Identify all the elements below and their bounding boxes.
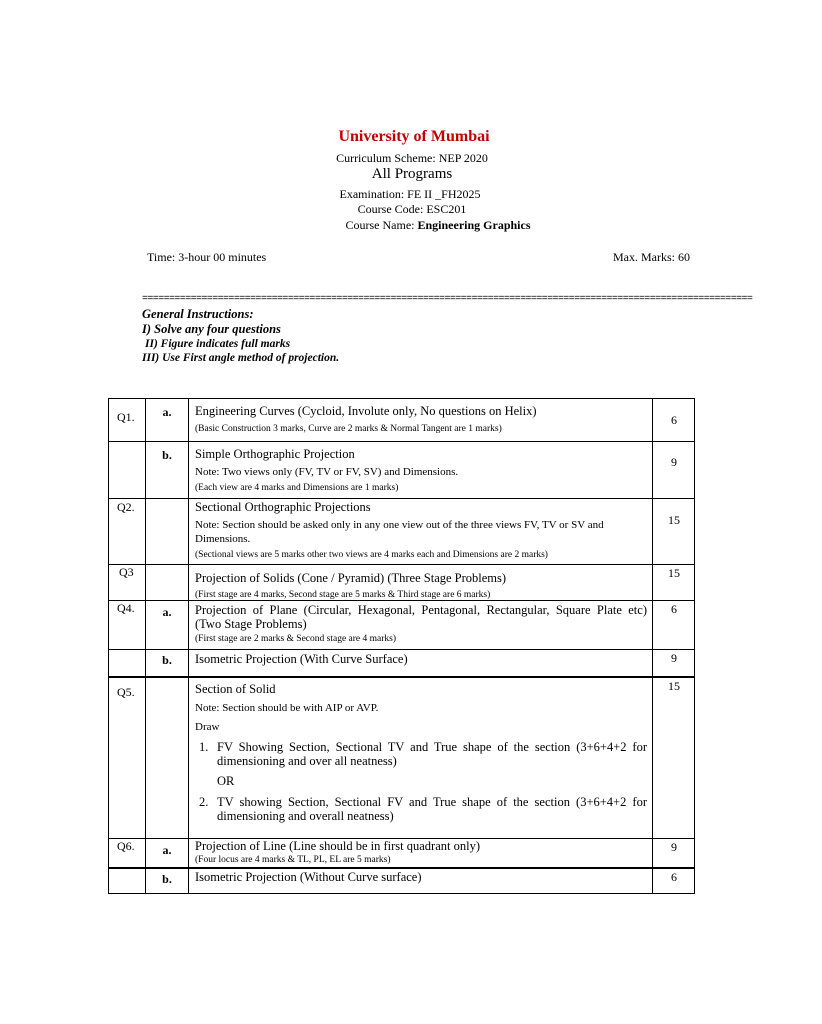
question-detail: (Sectional views are 5 marks other two views are 4 marks each and Dimensions are 2 marks) [195, 550, 548, 560]
course-name-value: Engineering Graphics [417, 218, 531, 232]
question-detail: (First stage are 4 marks, Second stage are 5 marks & Third stage are 6 marks) [195, 590, 491, 600]
question-detail: (First stage are 2 marks & Second stage are 4 marks) [195, 634, 397, 644]
question-detail: (Each view are 4 marks and Dimensions are 1 marks) [195, 483, 399, 493]
instruction-item: III) Use First angle method of projection. [142, 352, 340, 364]
question-text [195, 839, 647, 866]
question-number: Q5. [117, 685, 135, 699]
option-number: 2. [199, 795, 209, 809]
table-row [109, 838, 694, 868]
question-title: Projection of Solids (Cone / Pyramid) (Three Stage Problems) [195, 571, 507, 585]
marks: 6 [671, 602, 677, 616]
question-title: Sectional Orthographic Projections [195, 500, 371, 514]
course-name [54, 218, 822, 232]
marks: 9 [671, 840, 677, 854]
question-title: Projection of Line (Line should be in first quadrant only) [195, 839, 481, 853]
marks: 9 [671, 455, 677, 469]
course-name-label: Course Name: [345, 218, 415, 232]
draw-label: Draw [195, 721, 220, 733]
sub-question: b. [162, 653, 172, 667]
questions-table [108, 398, 695, 894]
examination: Examination: FE II _FH2025 [339, 187, 481, 201]
option-item [195, 740, 647, 768]
option-item [195, 795, 647, 823]
table-row [109, 564, 694, 601]
question-number: Q1. [117, 410, 135, 424]
question-note: Note: Two views only (FV, TV or FV, SV) and Dimensions. [195, 466, 459, 478]
question-detail: (Four locus are 4 marks & TL, PL, EL are 5 marks) [195, 855, 391, 865]
table-row [109, 649, 694, 677]
time-allowed: Time: 3-hour 00 minutes [147, 250, 267, 264]
marks: 15 [668, 566, 680, 580]
question-note: Note: Section should be with AIP or AVP. [195, 702, 379, 714]
question-title: Engineering Curves (Cycloid, Involute only, No questions on Helix) [195, 404, 537, 418]
instructions-title: General Instructions: [142, 307, 254, 321]
max-marks: Max. Marks: 60 [613, 250, 690, 264]
question-number: Q4. [117, 601, 135, 615]
option-number: 1. [199, 740, 209, 754]
table-row [109, 867, 694, 895]
instruction-item: I) Solve any four questions [142, 322, 281, 336]
separator-line: ================================================================================================================= [142, 294, 753, 305]
question-title: Simple Orthographic Projection [195, 447, 355, 461]
marks: 9 [671, 651, 677, 665]
question-note: Note: Section should be asked only in any one view out of the three views FV, TV or SV and Dimensions. [195, 519, 604, 545]
marks: 6 [671, 870, 677, 884]
or-label: OR [217, 774, 235, 788]
question-text [195, 571, 647, 601]
sub-question: a. [162, 405, 172, 419]
table-row [109, 676, 694, 840]
curriculum-scheme: Curriculum Scheme: NEP 2020 [336, 151, 488, 165]
option-text: FV Showing Section, Sectional TV and True shape of the section (3+6+4+2 for dimensioning and over all neatness) [217, 740, 647, 768]
question-title: Isometric Projection (Without Curve surface) [195, 870, 422, 884]
marks: 6 [671, 413, 677, 427]
question-title: Isometric Projection (With Curve Surface) [195, 652, 408, 666]
question-title: Projection of Plane (Circular, Hexagonal, Pentagonal, Rectangular, Square Plate etc) (Two Stage Problems) [195, 603, 647, 631]
question-number: Q3 [119, 565, 134, 579]
table-row [109, 441, 694, 499]
question-text [195, 500, 647, 561]
question-detail: (Basic Construction 3 marks, Curve are 2 marks & Normal Tangent are 1 marks) [195, 424, 502, 434]
university-title: University of Mumbai [338, 128, 490, 145]
marks: 15 [668, 679, 680, 693]
table-row [109, 498, 694, 565]
question-title: Section of Solid [195, 682, 276, 696]
question-text [195, 652, 647, 666]
option-text: TV showing Section, Sectional FV and True shape of the section (3+6+4+2 for dimensioning and overall neatness) [217, 795, 647, 823]
sub-question: b. [162, 872, 172, 886]
question-number: Q6. [117, 839, 135, 853]
course-code: Course Code: ESC201 [357, 202, 467, 216]
marks: 15 [668, 513, 680, 527]
sub-question: a. [162, 605, 172, 619]
question-text [195, 404, 647, 435]
programs: All Programs [371, 166, 453, 182]
table-row [109, 399, 694, 441]
question-text [195, 447, 647, 494]
sub-question: a. [162, 843, 172, 857]
question-text [195, 603, 647, 645]
question-text [195, 682, 647, 823]
instruction-item: II) Figure indicates full marks [145, 338, 291, 350]
question-number: Q2. [117, 500, 135, 514]
table-row [109, 600, 694, 650]
question-text [195, 870, 647, 884]
sub-question: b. [162, 448, 172, 462]
